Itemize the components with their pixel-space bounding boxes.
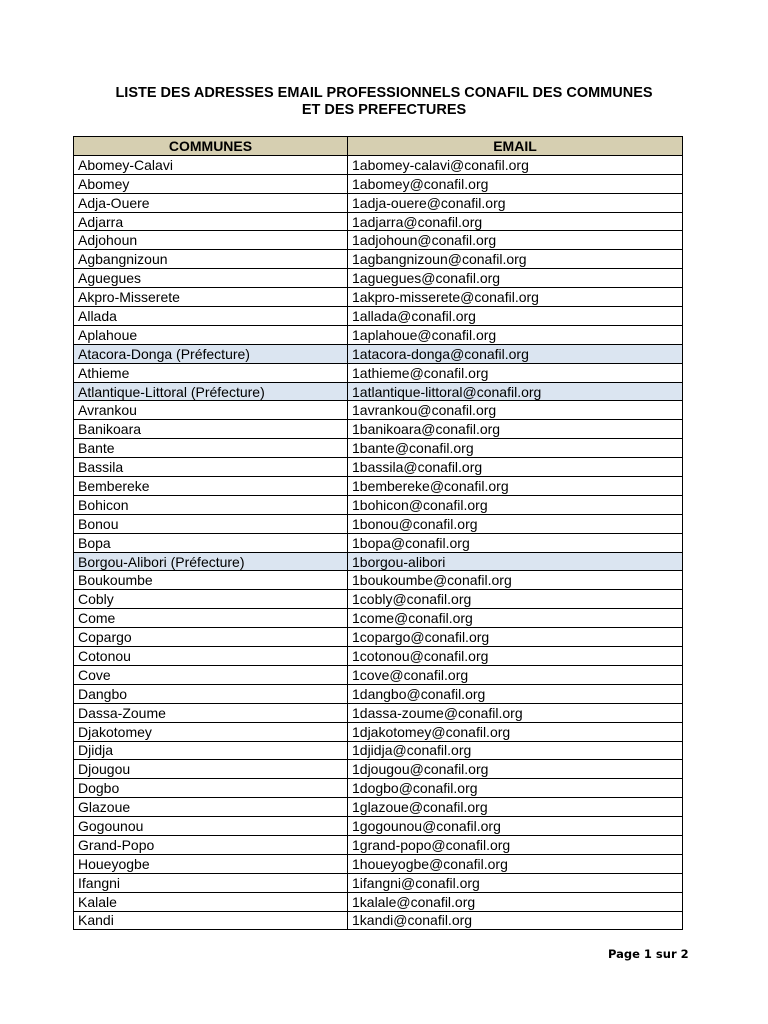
table-row — [74, 174, 683, 193]
commune-cell: Djougou — [74, 760, 348, 779]
commune-cell: Abomey-Calavi — [74, 155, 348, 174]
email-cell: 1abomey-calavi@conafil.org — [348, 155, 683, 174]
email-table — [73, 136, 683, 930]
title-line-1: LISTE DES ADRESSES EMAIL PROFESSIONNELS CONAFIL DES COMMUNES — [115, 85, 653, 101]
commune-cell: Bohicon — [74, 495, 348, 514]
table-row — [74, 722, 683, 741]
commune-cell: Come — [74, 609, 348, 628]
title-line-2: ET DES PREFECTURES — [301, 102, 467, 118]
commune-cell: Dogbo — [74, 779, 348, 798]
commune-cell: Adjohoun — [74, 231, 348, 250]
commune-cell: Cobly — [74, 590, 348, 609]
table-row — [74, 212, 683, 231]
email-cell: 1copargo@conafil.org — [348, 628, 683, 647]
table-row — [74, 684, 683, 703]
email-cell: 1djougou@conafil.org — [348, 760, 683, 779]
commune-cell: Borgou-Alibori (Préfecture) — [74, 552, 348, 571]
email-cell: 1djakotomey@conafil.org — [348, 722, 683, 741]
table-row — [74, 439, 683, 458]
email-cell: 1bante@conafil.org — [348, 439, 683, 458]
email-cell: 1adja-ouere@conafil.org — [348, 193, 683, 212]
email-cell: 1athieme@conafil.org — [348, 363, 683, 382]
commune-cell: Bonou — [74, 514, 348, 533]
commune-cell: Glazoue — [74, 798, 348, 817]
page-number: Page 1 sur 2 — [608, 947, 689, 961]
commune-cell: Avrankou — [74, 401, 348, 420]
table-row — [74, 665, 683, 684]
email-cell: 1boukoumbe@conafil.org — [348, 571, 683, 590]
table-row — [74, 307, 683, 326]
table-row — [74, 779, 683, 798]
table-row — [74, 741, 683, 760]
email-cell: 1houeyogbe@conafil.org — [348, 854, 683, 873]
commune-cell: Atacora-Donga (Préfecture) — [74, 344, 348, 363]
document-title — [0, 85, 768, 119]
table-row — [74, 193, 683, 212]
email-cell: 1dangbo@conafil.org — [348, 684, 683, 703]
table-row — [74, 363, 683, 382]
commune-cell: Adjarra — [74, 212, 348, 231]
email-cell: 1come@conafil.org — [348, 609, 683, 628]
email-cell: 1dassa-zoume@conafil.org — [348, 703, 683, 722]
commune-cell: Dangbo — [74, 684, 348, 703]
commune-cell: Cove — [74, 665, 348, 684]
table-row — [74, 269, 683, 288]
commune-cell: Athieme — [74, 363, 348, 382]
table-row — [74, 382, 683, 401]
email-cell: 1bassila@conafil.org — [348, 458, 683, 477]
commune-cell: Grand-Popo — [74, 835, 348, 854]
commune-cell: Bante — [74, 439, 348, 458]
commune-cell: Adja-Ouere — [74, 193, 348, 212]
table-row — [74, 760, 683, 779]
commune-cell: Abomey — [74, 174, 348, 193]
commune-cell: Kandi — [74, 911, 348, 930]
table-row — [74, 401, 683, 420]
email-cell: 1bopa@conafil.org — [348, 533, 683, 552]
email-cell: 1avrankou@conafil.org — [348, 401, 683, 420]
email-cell: 1dogbo@conafil.org — [348, 779, 683, 798]
email-cell: 1bonou@conafil.org — [348, 514, 683, 533]
email-cell: 1atlantique-littoral@conafil.org — [348, 382, 683, 401]
commune-cell: Bembereke — [74, 477, 348, 496]
commune-cell: Agbangnizoun — [74, 250, 348, 269]
table-row — [74, 420, 683, 439]
email-cell: 1bembereke@conafil.org — [348, 477, 683, 496]
table-row — [74, 628, 683, 647]
table-row — [74, 609, 683, 628]
commune-cell: Gogounou — [74, 817, 348, 836]
table-row — [74, 325, 683, 344]
email-cell: 1adjohoun@conafil.org — [348, 231, 683, 250]
email-cell: 1abomey@conafil.org — [348, 174, 683, 193]
commune-cell: Ifangni — [74, 873, 348, 892]
table-row — [74, 854, 683, 873]
email-cell: 1glazoue@conafil.org — [348, 798, 683, 817]
table-row — [74, 533, 683, 552]
commune-cell: Djakotomey — [74, 722, 348, 741]
commune-cell: Aplahoue — [74, 325, 348, 344]
email-cell: 1ifangni@conafil.org — [348, 873, 683, 892]
email-cell: 1aplahoue@conafil.org — [348, 325, 683, 344]
email-cell: 1cotonou@conafil.org — [348, 647, 683, 666]
commune-cell: Kalale — [74, 892, 348, 911]
table-row — [74, 590, 683, 609]
table-row — [74, 647, 683, 666]
table-row — [74, 817, 683, 836]
commune-cell: Dassa-Zoume — [74, 703, 348, 722]
email-cell: 1allada@conafil.org — [348, 307, 683, 326]
table-row — [74, 495, 683, 514]
email-cell: 1gogounou@conafil.org — [348, 817, 683, 836]
commune-cell: Houeyogbe — [74, 854, 348, 873]
table-row — [74, 892, 683, 911]
commune-cell: Djidja — [74, 741, 348, 760]
table-row — [74, 798, 683, 817]
table-row — [74, 458, 683, 477]
table-row — [74, 552, 683, 571]
commune-cell: Copargo — [74, 628, 348, 647]
table-row — [74, 514, 683, 533]
email-cell: 1akpro-misserete@conafil.org — [348, 288, 683, 307]
commune-cell: Aguegues — [74, 269, 348, 288]
commune-cell: Bassila — [74, 458, 348, 477]
table-row — [74, 477, 683, 496]
table-row — [74, 288, 683, 307]
commune-cell: Boukoumbe — [74, 571, 348, 590]
commune-cell: Cotonou — [74, 647, 348, 666]
table-row — [74, 231, 683, 250]
table-row — [74, 835, 683, 854]
email-cell: 1borgou-alibori — [348, 552, 683, 571]
email-cell: 1agbangnizoun@conafil.org — [348, 250, 683, 269]
commune-cell: Allada — [74, 307, 348, 326]
header-email: EMAIL — [348, 137, 683, 156]
table-row — [74, 571, 683, 590]
email-cell: 1atacora-donga@conafil.org — [348, 344, 683, 363]
table-row — [74, 703, 683, 722]
table-row — [74, 873, 683, 892]
table-row — [74, 250, 683, 269]
commune-cell: Banikoara — [74, 420, 348, 439]
commune-cell: Akpro-Misserete — [74, 288, 348, 307]
table-header-row — [74, 137, 683, 156]
table-row — [74, 155, 683, 174]
email-cell: 1bohicon@conafil.org — [348, 495, 683, 514]
email-cell: 1cobly@conafil.org — [348, 590, 683, 609]
email-cell: 1grand-popo@conafil.org — [348, 835, 683, 854]
email-cell: 1djidja@conafil.org — [348, 741, 683, 760]
email-cell: 1kalale@conafil.org — [348, 892, 683, 911]
commune-cell: Bopa — [74, 533, 348, 552]
email-cell: 1adjarra@conafil.org — [348, 212, 683, 231]
email-cell: 1aguegues@conafil.org — [348, 269, 683, 288]
table-row — [74, 911, 683, 930]
commune-cell: Atlantique-Littoral (Préfecture) — [74, 382, 348, 401]
table-row — [74, 344, 683, 363]
email-cell: 1kandi@conafil.org — [348, 911, 683, 930]
email-cell: 1cove@conafil.org — [348, 665, 683, 684]
header-communes: COMMUNES — [74, 137, 348, 156]
email-cell: 1banikoara@conafil.org — [348, 420, 683, 439]
